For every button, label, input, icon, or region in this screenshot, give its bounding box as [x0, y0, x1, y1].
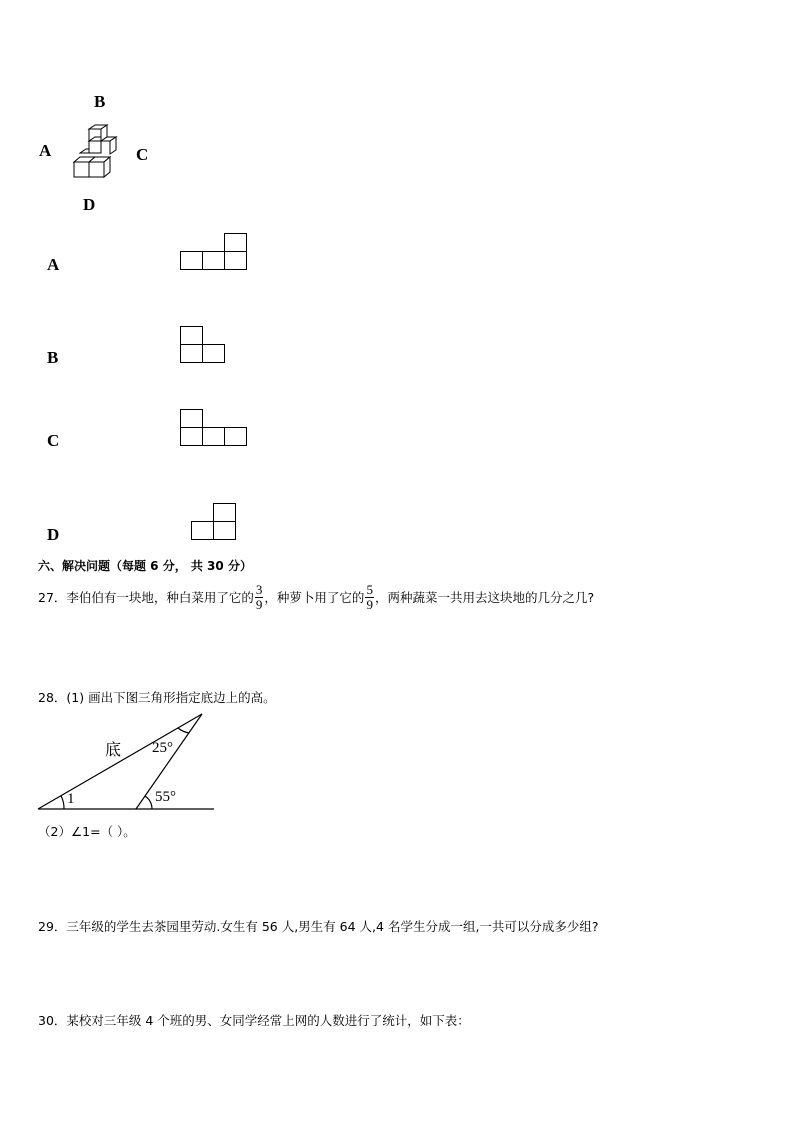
- option-c-figure: [180, 408, 250, 448]
- q27-fraction-1: [255, 583, 264, 612]
- cube-stack-figure: [70, 124, 120, 179]
- option-a-figure: [180, 232, 250, 272]
- view-label-right: C: [136, 145, 149, 164]
- triangle-figure: [36, 710, 226, 815]
- option-d-label: D: [47, 525, 60, 544]
- q27-middle: ，种萝卜用了它的: [264, 590, 365, 605]
- question-29: 29．三年级的学生去茶园里劳动.女生有 56 人,男生有 64 人,4 名学生分成一组,一共可以分成多少组?: [38, 919, 599, 934]
- q27-suffix: ，两种蔬菜一共用去这块地的几分之几?: [374, 590, 595, 605]
- option-a-label: A: [47, 255, 60, 274]
- q27-fraction-2: [365, 583, 374, 612]
- q28-part2: （2）∠1=（ ）。: [38, 824, 136, 839]
- q27-frac2-numerator: 5: [366, 581, 373, 597]
- question-30: 30．某校对三年级 4 个班的男、女同学经常上网的人数进行了统计，如下表：: [38, 1013, 470, 1028]
- view-label-bottom: D: [83, 195, 96, 214]
- option-b-label: B: [47, 348, 59, 367]
- q27-frac1-numerator: 3: [255, 581, 263, 597]
- angle-55-label: 55°: [155, 789, 176, 805]
- view-label-left: A: [39, 141, 52, 160]
- section-heading: 六、解决问题（每题 6 分， 共 30 分）: [38, 559, 252, 573]
- q27-prefix: 27．李伯伯有一块地，种白菜用了它的: [38, 590, 254, 605]
- view-label-top: B: [94, 92, 106, 111]
- option-b-figure: [180, 325, 230, 365]
- angle-25-label: 25°: [152, 740, 173, 756]
- question-27: [38, 578, 594, 616]
- q28-part1: 28．(1) 画出下图三角形指定底边上的高。: [38, 690, 276, 705]
- angle-1-label: 1: [67, 791, 75, 807]
- q27-frac1-denominator: 9: [255, 596, 263, 612]
- base-label: 底: [105, 740, 122, 759]
- option-c-label: C: [47, 431, 60, 450]
- option-d-figure: [191, 502, 241, 542]
- q27-frac2-denominator: 9: [366, 596, 373, 612]
